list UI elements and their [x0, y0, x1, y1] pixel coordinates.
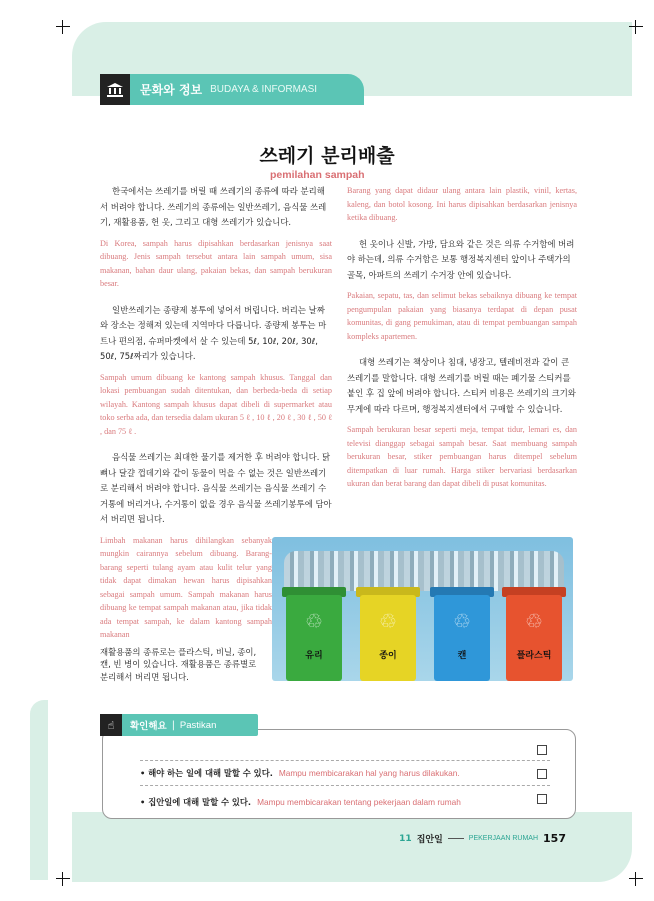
bin-plastic	[506, 595, 562, 681]
divider	[140, 785, 550, 786]
bin-can	[434, 595, 490, 681]
checklist-title-ko: 확인해요	[130, 721, 167, 732]
section-header	[100, 74, 364, 105]
trash-pile	[284, 551, 564, 591]
page-subtitle: pemilahan sampah	[270, 169, 365, 181]
divider	[140, 760, 550, 761]
bin-label: 종이	[379, 651, 397, 661]
recycle-icon: ♲	[525, 609, 543, 633]
checklist-title-id: Pastikan	[179, 719, 217, 731]
unit-title-id: PEKERJAAN RUMAH	[468, 835, 539, 842]
page-title: 쓰레기 분리배출	[259, 145, 395, 167]
crop-mark	[629, 872, 643, 886]
hand-check-icon: ☝	[100, 714, 122, 736]
right-column	[347, 184, 577, 503]
crop-mark	[629, 20, 643, 34]
section-title-ko: 문화와 정보	[140, 83, 203, 97]
paragraph-id: Sampah umum dibuang ke kantong sampah khusus. Tanggal dan lokasi pembuangan sudah ditentukan, dan berbeda-beda di setiap wilayah. Kantong sampah khusus dapat dibeli di supermarket atau toko serba ada, dan tersedia dalam ukuran 5 ℓ , 10 ℓ , 20 ℓ , 30 ℓ , 50 ℓ , dan 75 ℓ .	[100, 372, 332, 436]
crop-mark	[56, 20, 70, 34]
bin-paper	[360, 595, 416, 681]
checklist-item	[140, 796, 461, 808]
checklist-item-ko: • 해야 하는 일에 대해 말할 수 있다.	[140, 768, 273, 778]
checkbox[interactable]	[537, 745, 547, 755]
crop-mark	[56, 872, 70, 886]
recycle-icon: ♲	[305, 609, 323, 633]
paragraph-ko: 한국에서는 쓰레기를 버릴 때 쓰레기의 종류에 따라 분리해서 버려야 합니다. 쓰레기의 종류에는 일반쓰레기, 음식물 쓰레기, 재활용품, 헌 옷, 그리고 대형 쓰레기가 있습니다.	[100, 186, 327, 227]
paragraph-id: Sampah berukuran besar seperti meja, tempat tidur, lemari es, dan televisi dianggap sebagai sampah besar. Saat membuang sampah berukuran besar, stiker pembuangan harus ditempel sebelum ditempatkan di luar rumah. Harga stiker bervariasi berdasarkan ukuran dan berat barang dan dapat dibeli di pusat komunitas.	[347, 425, 577, 488]
recycle-icon: ♲	[379, 609, 397, 633]
checklist-item-ko: • 집안일에 대해 말할 수 있다.	[140, 797, 252, 807]
checklist-item-id: Mampu membicarakan hal yang harus dilakukan.	[278, 768, 460, 778]
paragraph-id: Pakaian, sepatu, tas, dan selimut bekas sebaiknya dibuang ke tempat pengumpulan pakaian yang biasanya terdapat di depan pusat komunitas, di gang pemukiman, atau di tempat pembuangan sampah kompleks apartemen.	[347, 291, 577, 341]
recycle-icon: ♲	[453, 609, 471, 633]
unit-number: 11	[399, 833, 412, 844]
paragraph-id: Barang yang dapat didaur ulang antara lain plastik, vinil, kertas, kaleng, dan botol kosong. Ini harus dipisahkan berdasarkan jenisnya ketika dibuang.	[347, 186, 577, 222]
recycling-bins-photo	[272, 537, 573, 681]
paragraph-ko: 음식물 쓰레기는 최대한 물기를 제거한 후 버려야 합니다. 닭 뼈나 달걀 껍데기와 같이 동물이 먹을 수 없는 것은 일반쓰레기로 분리해서 버려야 합니다. 음식물 쓰레기는 음식물 쓰레기 수거통에 버리거나, 수거통이 없을 경우 음식물 쓰레기봉투에 담아서 버리면 됩니다.	[100, 452, 332, 524]
unit-title-ko: 집안일	[416, 835, 443, 845]
checkbox[interactable]	[537, 794, 547, 804]
page-footer	[399, 832, 566, 845]
checklist-separator: |	[171, 719, 175, 731]
paragraph-id: Di Korea, sampah harus dipisahkan berdasarkan jenisnya saat dibuang. Jenis sampah tersebut antara lain sampah umum, sisa makanan, bahan daur ulang, pakaian bekas, dan sampah berukuran besar.	[100, 238, 332, 288]
section-title-id: BUDAYA & INFORMASI	[210, 84, 318, 95]
bin-label: 유리	[305, 651, 323, 661]
paragraph-id: Limbah makanan harus dihilangkan sebanyak mungkin cairannya sebelum dibuang. Barang-barang seperti tulang ayam atau kulit telur yang tidak dapat dimakan hewan harus dipisahkan sebagai sampah umum. Sampah makanan harus dibuang ke tempat sampah makanan atau, jika tidak ada tempat sampah, ke dalam kantong sampah makanan	[100, 535, 272, 639]
bin-label: 캔	[457, 651, 467, 661]
checklist-header	[108, 714, 258, 736]
checklist-item	[140, 767, 460, 779]
paragraph-ko: 일반쓰레기는 종량제 봉투에 넣어서 버립니다. 버리는 날짜와 장소는 정해져 있는데 지역마다 다릅니다. 종량제 봉투는 마트나 편의점, 슈퍼마켓에서 살 수 있는데 5ℓ, 10ℓ, 20ℓ, 30ℓ, 50ℓ, 75ℓ짜리가 있습니다.	[100, 304, 327, 361]
checklist-item-id: Mampu membicarakan tentang pekerjaan dalam rumah	[257, 797, 461, 807]
page-number: 157	[543, 832, 566, 845]
museum-icon	[100, 74, 130, 105]
checkbox[interactable]	[537, 769, 547, 779]
bin-glass	[286, 595, 342, 681]
paragraph-ko: 재활용품의 종류로는 플라스틱, 비닐, 종이, 캔, 빈 병이 있습니다. 재활용품은 종류별로 분리해서 버리면 됩니다.	[100, 646, 257, 682]
bin-label: 플라스틱	[516, 651, 552, 661]
paragraph-ko: 대형 쓰레기는 책상이나 침대, 냉장고, 텔레비전과 같이 큰 쓰레기를 말합니다. 대형 쓰레기를 버릴 때는 폐기물 스티커를 붙인 후 집 앞에 버려야 합니다. 스티커 비용은 쓰레기의 크기와 무게에 따라 다르며, 행정복지센터에서 구매할 수 있습니다.	[347, 357, 576, 414]
footer-rule	[448, 838, 464, 839]
background-accent	[30, 700, 48, 880]
paragraph-ko: 헌 옷이나 신발, 가방, 담요와 같은 것은 의류 수거함에 버려야 하는데, 의류 수거함은 보통 행정복지센터 앞이나 주택가의 골목, 아파트의 쓰레기 수거장 안에 있습니다.	[347, 238, 575, 280]
